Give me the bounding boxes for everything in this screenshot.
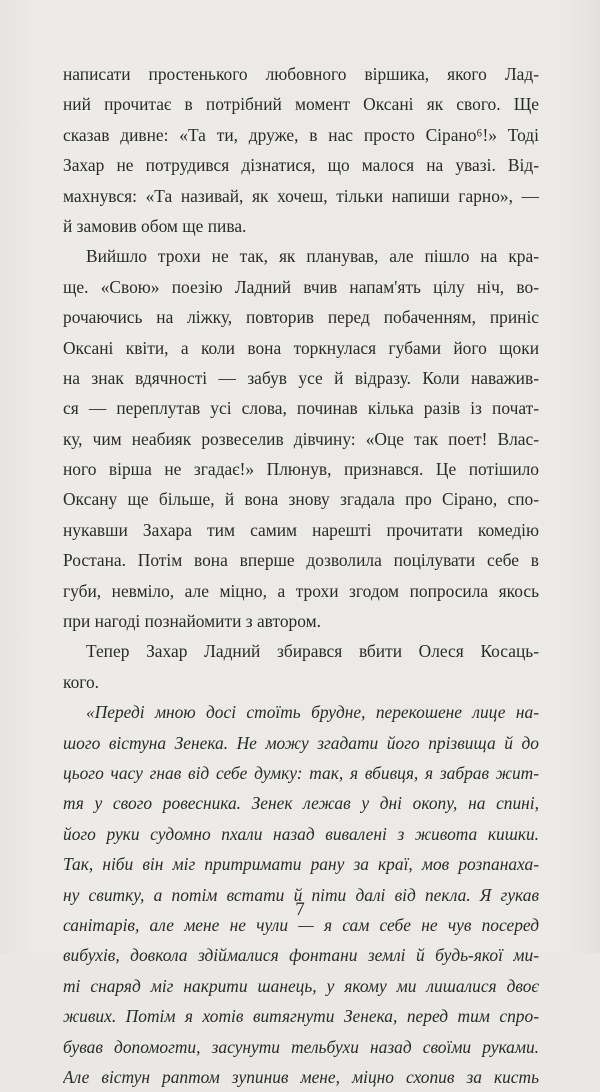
text-line: бував допомогти, засунути тельбухи назад своїми руками. (63, 1036, 539, 1057)
text-line: вибухів, довкола здіймалися фонтани землі й будь-якої ми- (63, 945, 539, 966)
text-line: Оксану ще більше, й вона знову згадала про Сірано, спо- (63, 489, 539, 510)
text-line: при нагоді познайомити з автором. (63, 611, 321, 632)
text-line: тя у свого ровесника. Зенек лежав у дні окопу, на спині, (63, 793, 539, 814)
text-line: його руки судомно пхали назад вивалені з живота кишки. (63, 823, 539, 844)
text-line: Захар не потрудився дізнатися, що малося на увазі. Від- (63, 155, 539, 176)
text-line: шого вістуна Зенека. Не можу згадати його прізвища й до (63, 732, 539, 753)
body-text (63, 59, 539, 1092)
text-line: Вийшло трохи не так, як планував, але пішло на кра- (86, 246, 539, 267)
text-line: написати простенького любовного віршика, якого Лад- (63, 64, 539, 84)
text-line: санітарів, але мене не чули — я сам себе не чув посеред (63, 914, 539, 935)
text-line: «Переді мною досі стоїть брудне, перекошене лице на- (86, 702, 539, 723)
text-line: ті снаряд міг накрити шанець, у якому ми лишалися двоє (63, 975, 539, 996)
text-line: ку, чим неабияк розвеселив дівчину: «Оце так поет! Влас- (63, 428, 539, 449)
text-line: Ростана. Потім вона вперше дозволила поцілувати себе в (63, 550, 539, 571)
text-line: живих. Потім я хотів витягнути Зенека, перед тим спро- (63, 1006, 539, 1027)
text-line: нукавши Захара тим самим нарешті прочитати комедію (63, 519, 539, 540)
text-line: губи, невміло, але міцно, а трохи згодом попросила якось (63, 580, 539, 601)
text-line: ну свитку, а потім встати й піти далі від пекла. Я гукав (63, 884, 539, 905)
text-line: цього часу гнав від себе думку: так, я вбивця, я забрав жит- (63, 762, 539, 783)
page-number: 7 (295, 899, 305, 920)
text-line: Так, ніби він міг притримати рану за краї, мов розпанаха- (63, 854, 539, 875)
text-line: сказав дивне: «Та ти, друже, в нас просто Сірано⁶!» Тоді (63, 124, 539, 145)
text-line: махнувся: «Та називай, як хочеш, тільки напиши гарно», — (63, 185, 539, 206)
text-line: кого. (63, 671, 100, 692)
text-line: ще. «Свою» поезію Ладний вчив напам'ять цілу ніч, во- (63, 276, 539, 297)
text-line: й замовив обом ще пива. (63, 215, 247, 236)
text-line: Оксані квіти, а коли вона торкнулася губами його щоки (63, 337, 539, 358)
text-line: Але вістун раптом зупинив мене, міцно схопив за кисть (63, 1066, 539, 1087)
text-line: ний прочитає в потрібний момент Оксані як свого. Ще (63, 94, 539, 115)
text-line: ся — переплутав усі слова, починав кілька разів із почат- (63, 398, 539, 419)
text-line: рочаючись на ліжку, повторив перед побаченням, приніс (63, 307, 539, 328)
text-line: Тепер Захар Ладний збирався вбити Олеся Косаць- (86, 641, 539, 662)
text-line: ного вірша не згадає!» Плюнув, признався. Це потішило (63, 459, 539, 480)
text-line: на знак вдячності — забув усе й відразу. Коли наважив- (63, 367, 539, 388)
